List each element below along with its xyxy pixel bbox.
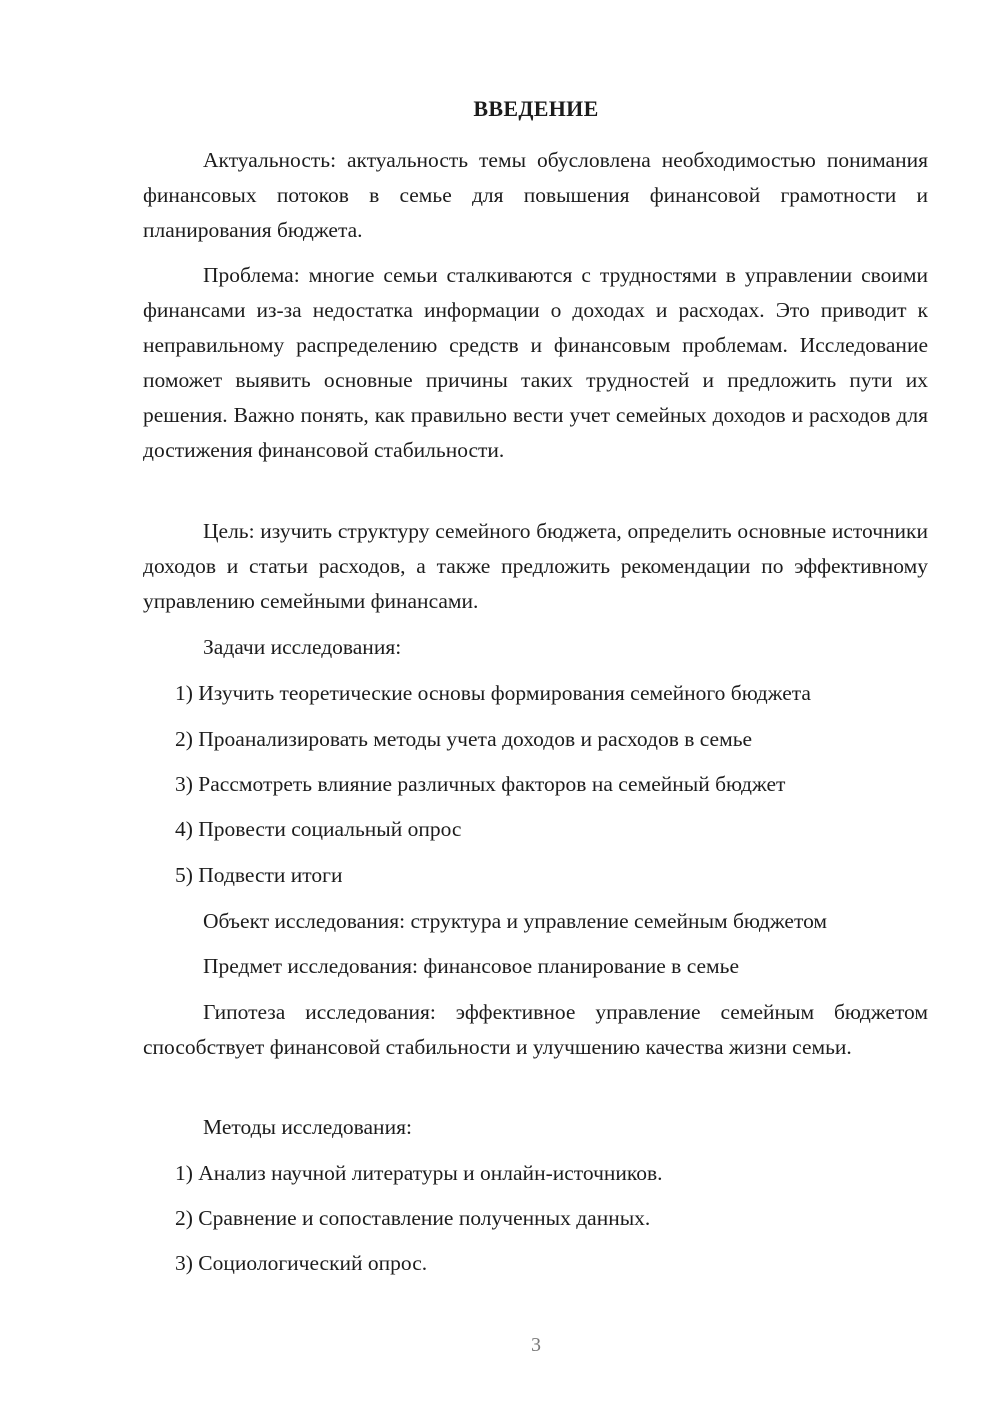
hypothesis-paragraph: Гипотеза исследования: эффективное управление семейным бюджетом способствует финансовой стабильности и улучшению качества жизни семьи. bbox=[143, 1000, 928, 1059]
method-item: 2) Сравнение и сопоставление полученных данных. bbox=[175, 1206, 651, 1230]
task-item: 4) Провести социальный опрос bbox=[175, 817, 462, 841]
subject-line: Предмет исследования: финансовое планирование в семье bbox=[203, 954, 739, 978]
page-number: 3 bbox=[531, 1334, 541, 1356]
relevance-paragraph: Актуальность: актуальность темы обусловлена необходимостью понимания финансовых потоков в семье для повышения финансовой грамотности и планирования бюджета. bbox=[143, 148, 928, 242]
page-title: ВВЕДЕНИЕ bbox=[473, 96, 599, 121]
tasks-title: Задачи исследования: bbox=[203, 635, 402, 659]
task-item: 2) Проанализировать методы учета доходов и расходов в семье bbox=[175, 727, 753, 751]
methods-title: Методы исследования: bbox=[203, 1115, 412, 1139]
object-line: Объект исследования: структура и управление семейным бюджетом bbox=[203, 909, 828, 933]
method-item: 3) Социологический опрос. bbox=[175, 1251, 428, 1275]
method-item: 1) Анализ научной литературы и онлайн-источников. bbox=[175, 1161, 663, 1185]
problem-paragraph: Проблема: многие семьи сталкиваются с трудностями в управлении своими финансами из-за недостатка информации о доходах и расходах. Это приводит к неправильному распределению средств и финансовым проблемам. Исследование поможет выявить основные причины таких трудностей и предложить пути их решения. Важно понять, как правильно вести учет семейных доходов и расходов для достижения финансовой стабильности. bbox=[143, 263, 928, 462]
goal-paragraph: Цель: изучить структуру семейного бюджета, определить основные источники доходов и статьи расходов, а также предложить рекомендации по эффективному управлению семейными финансами. bbox=[143, 519, 928, 613]
task-item: 1) Изучить теоретические основы формирования семейного бюджета bbox=[175, 681, 811, 705]
task-item: 5) Подвести итоги bbox=[175, 863, 343, 887]
task-item: 3) Рассмотреть влияние различных факторов на семейный бюджет bbox=[175, 772, 786, 796]
